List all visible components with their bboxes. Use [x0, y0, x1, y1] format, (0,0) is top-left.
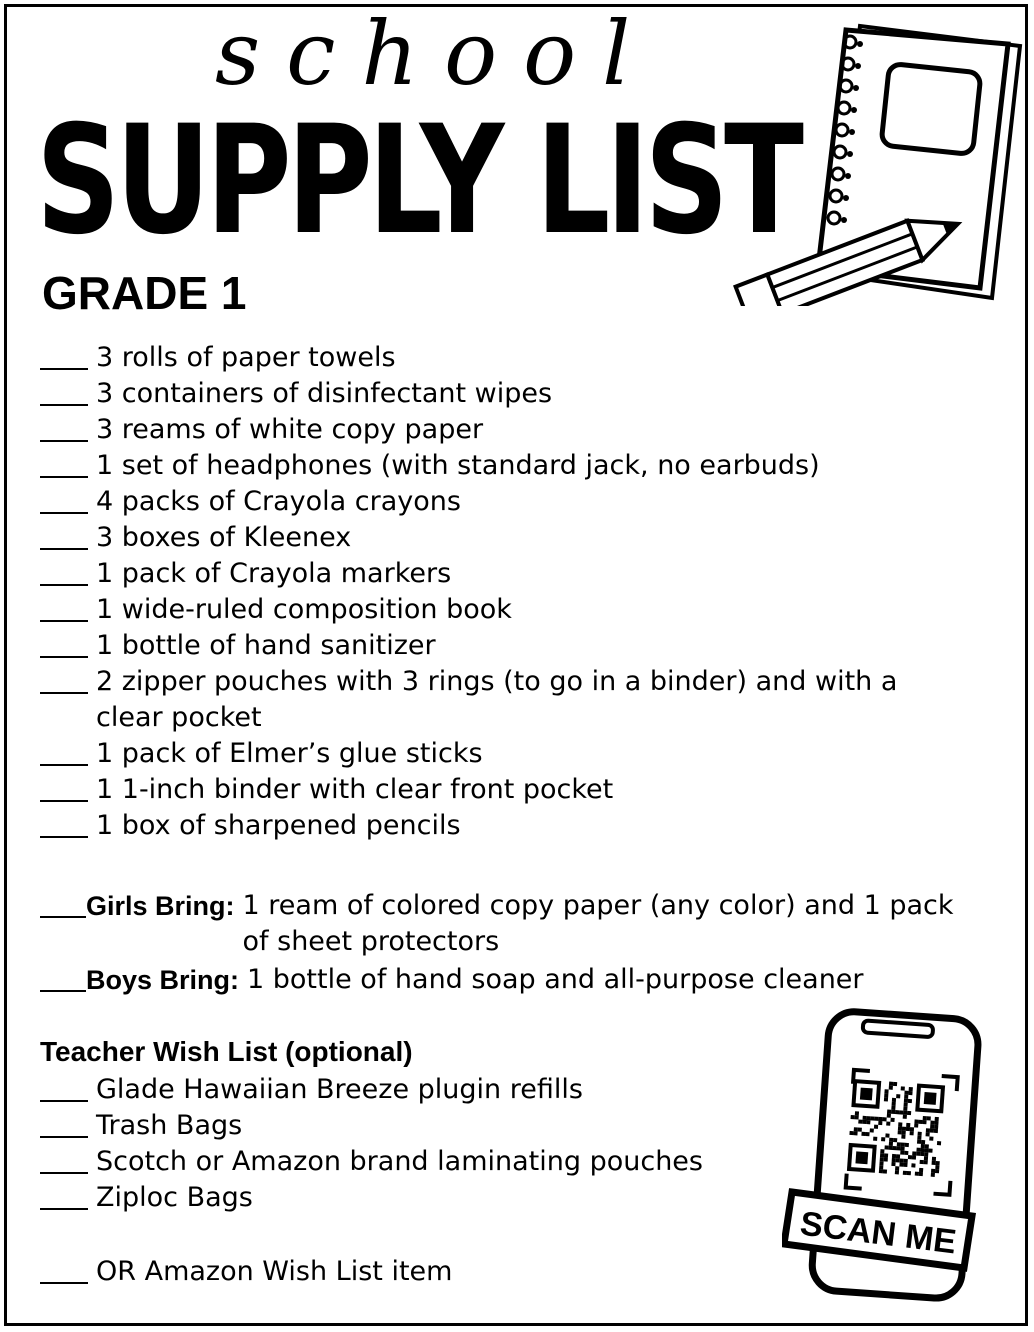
checkbox-blank[interactable]	[40, 1072, 88, 1102]
checkbox-blank[interactable]	[40, 1254, 88, 1284]
list-item	[40, 376, 1000, 412]
list-item	[40, 808, 1000, 844]
list-item-text: 1 1-inch binder with clear front pocket	[96, 774, 614, 805]
list-item-text: Ziploc Bags	[96, 1182, 253, 1213]
supply-list	[40, 340, 1000, 844]
scan-me-label: SCAN ME	[797, 1204, 959, 1262]
list-item-text: 1 pack of Crayola markers	[96, 558, 452, 589]
list-item-text: 1 wide-ruled composition book	[96, 594, 512, 625]
list-item-text: Trash Bags	[96, 1110, 243, 1141]
list-item-text: 3 reams of white copy paper	[96, 414, 484, 445]
boys-bring-text: 1 bottle of hand soap and all-purpose cleaner	[247, 964, 864, 995]
list-item	[40, 340, 1000, 376]
list-item	[40, 448, 1000, 484]
girls-bring-label: Girls Bring:	[86, 891, 235, 921]
list-item-text: 1 box of sharpened pencils	[96, 810, 461, 841]
list-item-text: 2 zipper pouches with 3 rings (to go in a binder) and with a clear pocket	[96, 666, 898, 733]
checkbox-blank[interactable]	[40, 1180, 88, 1210]
list-item	[40, 1180, 800, 1216]
list-item	[40, 1144, 800, 1180]
checkbox-blank[interactable]	[40, 376, 88, 406]
boys-bring	[40, 962, 980, 998]
list-item	[40, 520, 1000, 556]
checkbox-blank[interactable]	[40, 520, 88, 550]
boys-bring-label: Boys Bring:	[86, 965, 240, 995]
girls-bring	[40, 888, 980, 960]
checkbox-blank[interactable]	[40, 592, 88, 622]
list-item-text: 3 boxes of Kleenex	[96, 522, 352, 553]
wish-list	[40, 1072, 800, 1216]
list-item	[40, 556, 1000, 592]
checkbox-blank[interactable]	[40, 736, 88, 766]
script-title: school	[215, 2, 657, 105]
checkbox-blank[interactable]	[40, 412, 88, 442]
list-item-text: Glade Hawaiian Breeze plugin refills	[96, 1074, 583, 1105]
checkbox-blank[interactable]	[40, 1108, 88, 1138]
amazon-wish-list-item	[40, 1254, 452, 1290]
list-item	[40, 412, 1000, 448]
notebook-pencil-illustration	[720, 16, 1030, 306]
checkbox-blank[interactable]	[40, 448, 88, 478]
list-item-text: 1 bottle of hand sanitizer	[96, 630, 436, 661]
list-item	[40, 1108, 800, 1144]
list-item-text: 1 set of headphones (with standard jack, no earbuds)	[96, 450, 820, 481]
list-item	[40, 592, 1000, 628]
checkbox-blank[interactable]	[40, 962, 86, 992]
checkbox-blank[interactable]	[40, 664, 88, 694]
checkbox-blank[interactable]	[40, 628, 88, 658]
list-item-text: 1 pack of Elmer’s glue sticks	[96, 738, 483, 769]
list-item-text: 3 containers of disinfectant wipes	[96, 378, 553, 409]
checkbox-blank[interactable]	[40, 808, 88, 838]
girls-bring-text: 1 ream of colored copy paper (any color) and 1 pack of sheet protectors	[242, 890, 954, 957]
list-item	[40, 628, 1000, 664]
checkbox-blank[interactable]	[40, 772, 88, 802]
qr-phone-illustration[interactable]	[782, 1006, 982, 1306]
list-item-text: Scotch or Amazon brand laminating pouches	[96, 1146, 703, 1177]
checkbox-blank[interactable]	[40, 556, 88, 586]
checkbox-blank[interactable]	[40, 1144, 88, 1174]
checkbox-blank[interactable]	[40, 484, 88, 514]
list-item	[40, 484, 1000, 520]
page-title: SUPPLY LIST	[36, 94, 800, 268]
wish-list-heading: Teacher Wish List (optional)	[40, 1036, 413, 1067]
list-item-text: OR Amazon Wish List item	[96, 1256, 453, 1287]
checkbox-blank[interactable]	[40, 340, 88, 370]
list-item	[40, 772, 1000, 808]
list-item	[40, 1072, 800, 1108]
list-item-text: 3 rolls of paper towels	[96, 342, 396, 373]
list-item-text: 4 packs of Crayola crayons	[96, 486, 461, 517]
list-item	[40, 736, 1000, 772]
grade-heading: GRADE 1	[42, 267, 247, 319]
list-item	[40, 664, 1000, 736]
checkbox-blank[interactable]	[40, 888, 86, 918]
